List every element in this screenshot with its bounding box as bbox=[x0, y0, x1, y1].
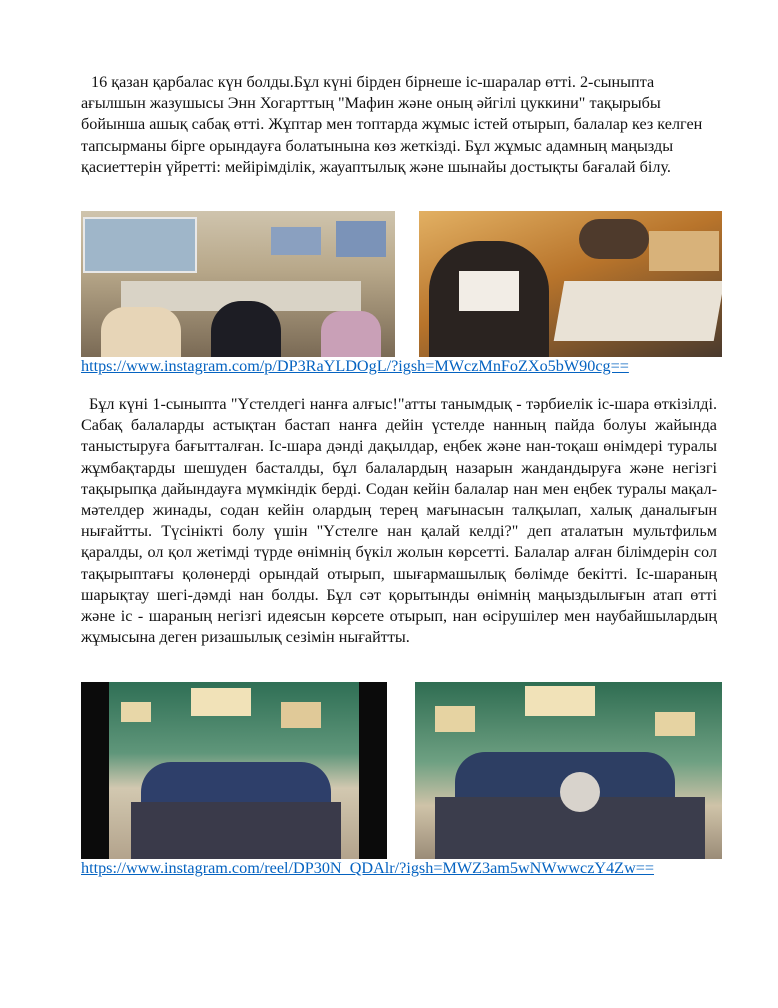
photo-classroom-lesson bbox=[81, 211, 395, 357]
instagram-link-post[interactable]: https://www.instagram.com/p/DP3RaYLDOgL/?igsh=MWczMnFoZXo5bW90cg== bbox=[81, 357, 629, 375]
photo-group-with-bread bbox=[81, 682, 387, 859]
instagram-link-reel[interactable]: https://www.instagram.com/reel/DP30N_QDAlr/?igsh=MWZ3am5wNWwwczY4Zw== bbox=[81, 859, 655, 877]
photo-pair-work bbox=[419, 211, 722, 357]
paragraph-open-lesson: 16 қазан қарбалас күн болды.Бұл күні бірден бірнеше іс-шаралар өтті. 2-сыныпта ағылшын жазушысы Энн Хогарттың "Мафин және оның әйгілі цуккини" тақырыбы бойынша ашық сабақ өтті. Жұптар мен топтарда жұмыс істей отырып, балалар кез келген тапсырманы бірге орындауға болатынына көз жеткізді. Бұл жұмыс адамның маңызды қасиеттерін үйретті: мейірімділік, жауаптылық және шынайы достықты бағалай білу. bbox=[81, 73, 703, 176]
photo-group-with-crafts bbox=[415, 682, 722, 859]
paragraph-bread-event: Бұл күні 1-сыныпта "Үстелдегі нанға алғыс!"атты танымдық - тәрбиелік іс-шара өткізілді. Сабақ балаларды астықтан бастап нанға дейін үстелде нанның пайда болуы жайында таныстыруға бағытталған. Іс-шара дәнді дақылдар, еңбек және нан-тоқаш өнімдері туралы жұмбақтарды шешуден басталды, бұл балалардың назарын жандандыруға және негізгі тақырыпқа дайындауға мүмкіндік берді. Содан кейін балалар нан мен еңбек туралы мақал-мәтелдер жинады, содан кейін олардың терең мағынасын талқылап, халық даналығын нығайтты. Түсінікті болу үшін "Үстелге нан қалай келді?" деп аталатын мультфильм қаралды, ол қол жетімді түрде өнімнің бүкіл жолын көрсетті. Балалар алған білімдерін сол тақырыптағы қолөнерді орындай отырып, шығармашылық бөлімде бекітті. Іс-шараның шарықтау шегі-дәмді нан болды. Бұл сәт қорытынды өнімнің маңыздылығын атап өтті және іс - шараның негізгі идеясын көрсете отырып, нан өсірушілер мен наубайшылардың жұмысына деген ризашылық сезімін нығайтты. bbox=[81, 395, 717, 647]
